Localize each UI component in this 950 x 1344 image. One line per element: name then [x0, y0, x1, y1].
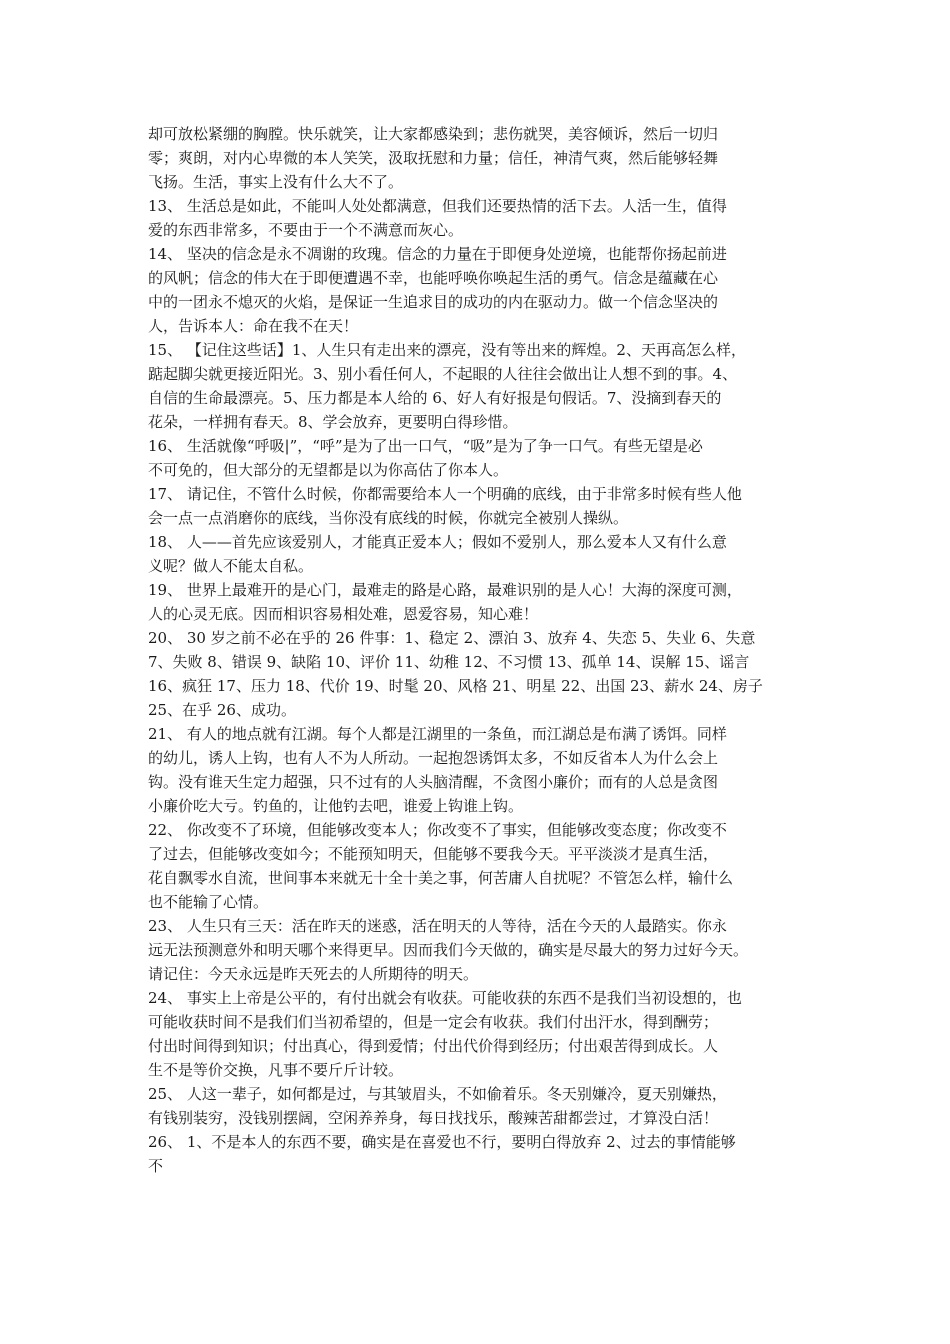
text-line: 人，告诉本人：命在我不在天！ — [148, 317, 359, 335]
text-line: 义呢？做人不能太自私。 — [148, 557, 314, 575]
text-line: 自信的生命最漂亮。5、压力都是本人给的 6、好人有好报是句假话。7、没摘到春天的 — [148, 389, 722, 407]
text-line: 19、 世界上最难开的是心门，最难走的路是心路，最难识别的是人心！大海的深度可测， — [148, 581, 742, 599]
text-line: 有钱别装穷，没钱别摆阔，空闲养养身，每日找找乐，酸辣苦甜都尝过，才算没白活！ — [148, 1109, 719, 1127]
text-line: 13、 生活总是如此，不能叫人处处都满意，但我们还要热情的活下去。人活一生，值得 — [148, 197, 727, 215]
text-line: 爱的东西非常多，不要由于一个不满意而灰心。 — [148, 221, 464, 239]
text-line: 人的心灵无底。因而相识容易相处难，恩爱容易，知心难！ — [148, 605, 539, 623]
text-line: 不 — [148, 1157, 164, 1175]
text-line: 了过去，但能够改变如今；不能预知明天，但能够不要我今天。平平淡淡才是真生活， — [148, 845, 719, 863]
text-line: 不可免的，但大部分的无望都是以为你高估了你本人。 — [148, 461, 509, 479]
text-line: 15、 【记住这些话】1、人生只有走出来的漂亮，没有等出来的辉煌。2、天再高怎么样， — [148, 341, 746, 359]
text-line: 也不能输了心情。 — [148, 893, 269, 911]
text-line: 花自飘零水自流，世间事本来就无十全十美之事，何苦庸人自扰呢？不管怎么样，输什么 — [148, 869, 734, 887]
text-line: 的幼儿，诱人上钩，也有人不为人所动。一起抱怨诱饵太多，不如反省本人为什么会上 — [148, 749, 719, 767]
text-line: 22、 你改变不了环境，但能够改变本人；你改变不了事实，但能够改变态度；你改变不 — [148, 821, 727, 839]
text-line: 7、失败 8、错误 9、缺陷 10、评价 11、幼稚 12、不习惯 13、孤单 14、误解 15、谣言 — [148, 653, 750, 671]
text-line: 钩。没有谁天生定力超强，只不过有的人头脑清醒，不贪图小廉价；而有的人总是贪图 — [148, 773, 719, 791]
text-line: 18、 人——首先应该爱别人，才能真正爱本人；假如不爱别人，那么爱本人又有什么意 — [148, 533, 727, 551]
text-line: 21、 有人的地点就有江湖。每个人都是江湖里的一条鱼，而江湖总是布满了诱饵。同样 — [148, 725, 727, 743]
text-line: 飞扬。生活，事实上没有什么大不了。 — [148, 173, 404, 191]
text-line: 16、疯狂 17、压力 18、代价 19、时髦 20、风格 21、明星 22、出国 23、薪水 24、房子 — [148, 677, 763, 695]
text-line: 14、 坚决的信念是永不凋谢的玫瑰。信念的力量在于即便身处逆境，也能帮你扬起前进 — [148, 245, 727, 263]
text-line: 20、 30 岁之前不必在乎的 26 件事：1、稳定 2、漂泊 3、放弃 4、失恋 5、失业 6、失意 — [148, 629, 756, 647]
text-line: 踮起脚尖就更接近阳光。3、别小看任何人，不起眼的人往往会做出让人想不到的事。4、 — [148, 365, 738, 383]
text-line: 中的一团永不熄灭的火焰，是保证一生追求目的成功的内在驱动力。做一个信念坚决的 — [148, 293, 719, 311]
text-line: 生不是等价交换，凡事不要斤斤计较。 — [148, 1061, 404, 1079]
text-line: 25、 人这一辈子，如何都是过，与其皱眉头，不如偷着乐。冬天别嫌冷，夏天别嫌热， — [148, 1085, 727, 1103]
text-line: 远无法预测意外和明天哪个来得更早。因而我们今天做的，确实是尽最大的努力过好今天。 — [148, 941, 749, 959]
text-line: 零；爽朗，对内心卑微的本人笑笑，汲取抚慰和力量；信任，神清气爽，然后能够轻舞 — [148, 149, 719, 167]
text-line: 24、 事实上上帝是公平的，有付出就会有收获。可能收获的东西不是我们当初设想的，也 — [148, 989, 742, 1007]
text-line: 23、 人生只有三天：活在昨天的迷惑，活在明天的人等待，活在今天的人最踏实。你永 — [148, 917, 727, 935]
document-body — [148, 122, 818, 1178]
text-line: 却可放松紧绷的胸膛。快乐就笑，让大家都感染到；悲伤就哭，美容倾诉，然后一切归 — [148, 125, 719, 143]
text-line: 花朵，一样拥有春天。8、学会放弃，更要明白得珍惜。 — [148, 413, 518, 431]
text-line: 26、 1、不是本人的东西不要，确实是在喜爱也不行，要明白得放弃 2、过去的事情能够 — [148, 1133, 736, 1151]
text-line: 请记住：今天永远是昨天死去的人所期待的明天。 — [148, 965, 479, 983]
text-line: 16、 生活就像“呼吸|”，“呼”是为了出一口气，“吸”是为了争一口气。有些无望是必 — [148, 437, 703, 455]
text-line: 25、在乎 26、成功。 — [148, 701, 296, 719]
text-line: 小廉价吃大亏。钓鱼的，让他钓去吧，谁爱上钩谁上钩。 — [148, 797, 524, 815]
text-line: 的风帆；信念的伟大在于即便遭遇不幸，也能呼唤你唤起生活的勇气。信念是蕴藏在心 — [148, 269, 719, 287]
text-line: 付出时间得到知识；付出真心，得到爱情；付出代价得到经历；付出艰苦得到成长。人 — [148, 1037, 719, 1055]
text-line: 会一点一点消磨你的底线，当你没有底线的时候，你就完全被别人操纵。 — [148, 509, 629, 527]
text-line: 可能收获时间不是我们们当初希望的，但是一定会有收获。我们付出汗水，得到酬劳； — [148, 1013, 719, 1031]
text-line: 17、 请记住，不管什么时候，你都需要给本人一个明确的底线，由于非常多时候有些人他 — [148, 485, 742, 503]
